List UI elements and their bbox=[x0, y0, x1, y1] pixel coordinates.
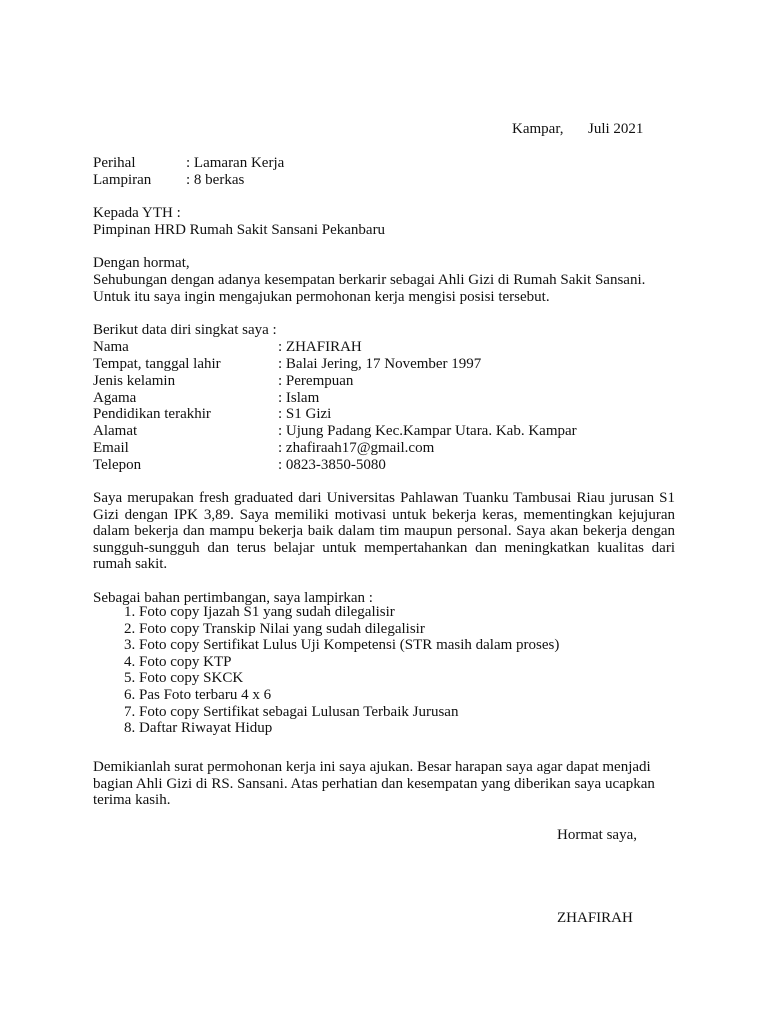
signature-name: ZHAFIRAH bbox=[557, 910, 633, 926]
personal-label: Pendidikan terakhir bbox=[93, 406, 211, 422]
personal-value: : 0823-3850-5080 bbox=[278, 457, 386, 473]
personal-email-value: : zhafiraah17@gmail.com bbox=[278, 440, 435, 456]
closing-paragraph: Demikianlah surat permohonan kerja ini saya ajukan. Besar harapan saya agar dapat menjadi bagian Ahli Gizi di RS. Sansani. Atas perhatian dan kesempatan yang diberikan saya ucapkan terima kasih. bbox=[93, 759, 655, 809]
opening-line-1: Sehubungan dengan adanya kesempatan berkarir sebagai Ahli Gizi di Rumah Sakit Sansani. bbox=[93, 272, 646, 288]
personal-label: Jenis kelamin bbox=[93, 373, 176, 389]
attachments-list bbox=[93, 604, 559, 737]
list-item: 1. Foto copy Ijazah S1 yang sudah dilegalisir bbox=[139, 604, 559, 621]
list-item: 2. Foto copy Transkip Nilai yang sudah dilegalisir bbox=[139, 621, 559, 638]
perihal-label: Perihal bbox=[93, 155, 136, 171]
perihal-value: : Lamaran Kerja bbox=[186, 155, 285, 171]
lampiran-value: : 8 berkas bbox=[186, 172, 245, 188]
personal-value: : Perempuan bbox=[278, 373, 354, 389]
list-item: 5. Foto copy SKCK bbox=[139, 670, 559, 687]
personal-value: : Ujung Padang Kec.Kampar Utara. Kab. Kampar bbox=[278, 423, 577, 439]
personal-value: : Islam bbox=[278, 390, 320, 406]
personal-label: Alamat bbox=[93, 423, 138, 439]
personal-value: : ZHAFIRAH bbox=[278, 339, 362, 355]
personal-intro: Berikut data diri singkat saya : bbox=[93, 322, 277, 338]
letter-city: Kampar, bbox=[512, 121, 564, 137]
list-item: 3. Foto copy Sertifikat Lulus Uji Kompetensi (STR masih dalam proses) bbox=[139, 637, 559, 654]
list-item: 8. Daftar Riwayat Hidup bbox=[139, 720, 559, 737]
recipient-line-2: Pimpinan HRD Rumah Sakit Sansani Pekanbaru bbox=[93, 222, 386, 238]
personal-label: Tempat, tanggal lahir bbox=[93, 356, 221, 372]
body-paragraph: Saya merupakan fresh graduated dari Universitas Pahlawan Tuanku Tambusai Riau jurusan S1 Gizi dengan IPK 3,89. Saya memiliki motivasi untuk bekerja keras, mementingkan kejujuran dalam bekerja dan mampu bekerja baik dalam tim maupun personal. Saya akan bekerja dengan sungguh-sungguh dan terus belajar untuk mempertahankan dan meningkatkan kualitas dari rumah sakit. bbox=[93, 490, 675, 573]
list-item: 7. Foto copy Sertifikat sebagai Lulusan Terbaik Jurusan bbox=[139, 704, 559, 721]
attachments-intro: Sebagai bahan pertimbangan, saya lampirkan : bbox=[93, 590, 373, 606]
personal-value: : Balai Jering, 17 November 1997 bbox=[278, 356, 482, 372]
list-item: 4. Foto copy KTP bbox=[139, 654, 559, 671]
list-item: 6. Pas Foto terbaru 4 x 6 bbox=[139, 687, 559, 704]
personal-label: Agama bbox=[93, 390, 137, 406]
personal-label: Nama bbox=[93, 339, 129, 355]
personal-label: Email bbox=[93, 440, 129, 456]
personal-value: : S1 Gizi bbox=[278, 406, 332, 422]
lampiran-label: Lampiran bbox=[93, 172, 152, 188]
greeting: Dengan hormat, bbox=[93, 255, 190, 271]
opening-line-2: Untuk itu saya ingin mengajukan permohonan kerja mengisi posisi tersebut. bbox=[93, 289, 550, 305]
recipient-line-1: Kepada YTH : bbox=[93, 205, 181, 221]
letter-date: Juli 2021 bbox=[588, 121, 644, 137]
personal-label: Telepon bbox=[93, 457, 142, 473]
signature-salutation: Hormat saya, bbox=[557, 827, 637, 843]
